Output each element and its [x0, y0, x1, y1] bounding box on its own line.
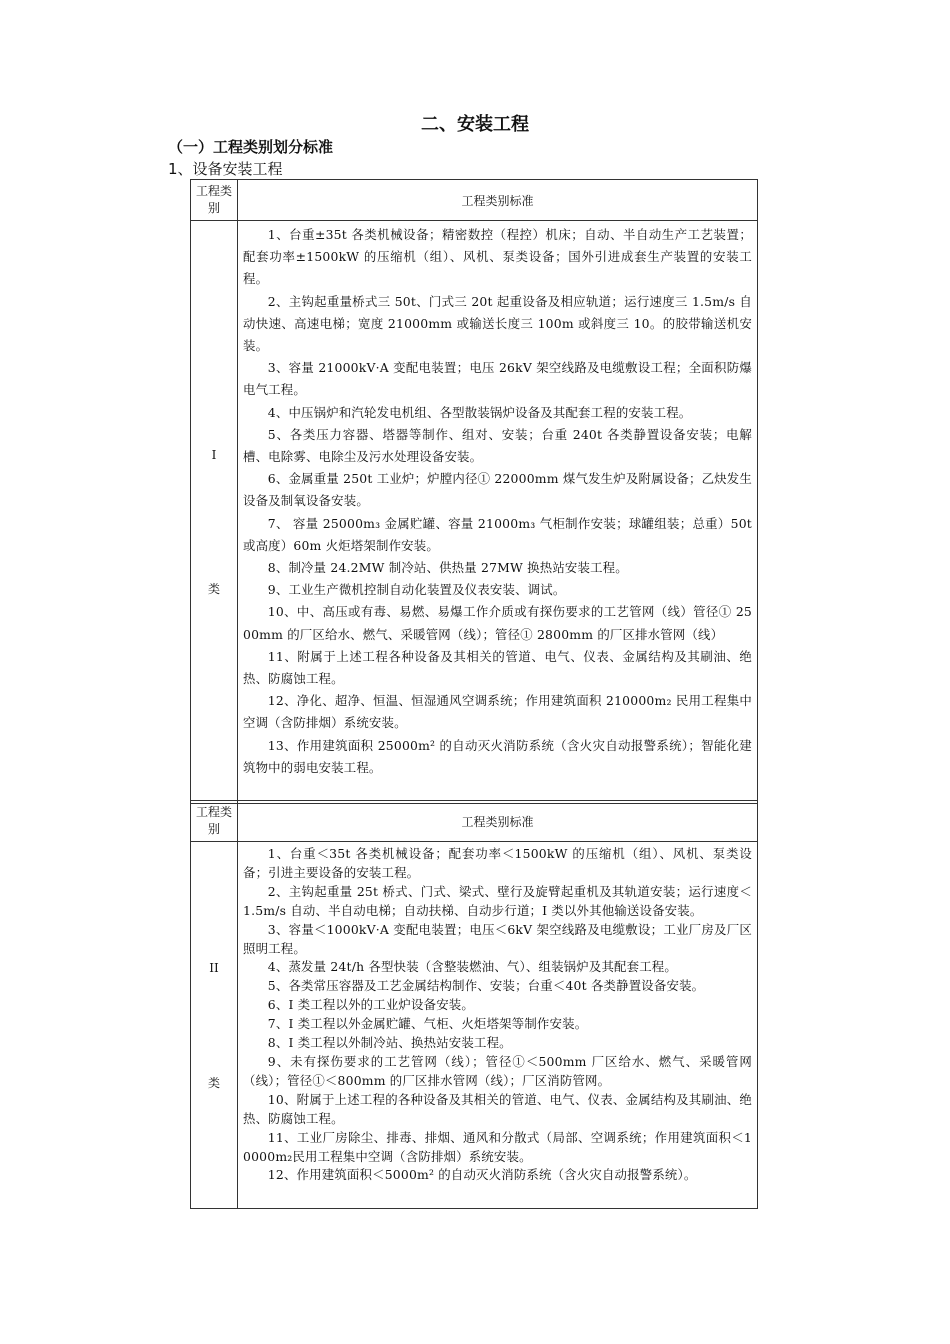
subsection-title: 1、设备安装工程 — [168, 160, 283, 178]
standard-item: 13、作用建筑面积 25000m² 的自动灭火消防系统（含火灾自动报警系统）；智能化建筑物中的弱电安装工程。 — [243, 737, 752, 775]
class-2-category-suffix: 类 — [207, 1076, 220, 1090]
standard-item: 7、I 类工程以外金属贮罐、气柜、火炬塔架等制作安装。 — [267, 1016, 588, 1032]
class-1-standards-cell — [238, 221, 758, 804]
standard-item: 2、主钩起重量桥式三 50t、门式三 20t 起重设备及相应轨道；运行速度三 1.5m/s 自动快速、高速电梯；宽度 21000mm 或输送长度三 100m 或斜度三 10。的胶带输送机安装。 — [243, 293, 752, 354]
standard-item: 8、I 类工程以外制冷站、换热站安装工程。 — [267, 1035, 512, 1051]
class-2-category-char: II — [209, 961, 219, 975]
standard-item: 9、工业生产微机控制自动化装置及仪表安装、调试。 — [267, 582, 566, 598]
standard-item: 6、金属重量 250t 工业炉；炉膛内径① 22000mm 煤气发生炉及附属设备；乙炔发生设备及制氧设备安装。 — [243, 471, 752, 509]
standard-item: 10、中、高压或有毒、易燃、易爆工作介质或有探伤要求的工艺管网（线）管径① 2500mm 的厂区给水、燃气、采暖管网（线）；管径① 2800mm 的厂区排水管网（线） — [243, 604, 752, 642]
standard-item: 4、蒸发量 24t/h 各型快装（含整装燃油、气）、组装锅炉及其配套工程。 — [267, 959, 677, 975]
standard-header: 工程类别标准 — [238, 801, 758, 842]
standard-item: 11、附属于上述工程各种设备及其相关的管道、电气、仪表、金属结构及其刷油、绝热、防腐蚀工程。 — [243, 648, 752, 687]
class-1-row — [191, 221, 758, 804]
page-title: 二、安装工程 — [421, 114, 529, 135]
class-2-row — [191, 842, 758, 1209]
standard-item: 10、附属于上述工程的各种设备及其相关的管道、电气、仪表、金属结构及其刷油、绝热、防腐蚀工程。 — [243, 1091, 752, 1126]
table-header-row — [191, 801, 758, 842]
standard-item: 1、台重±35t 各类机械设备；精密数控（程控）机床；自动、半自动生产工艺装置；配套功率±1500kW 的压缩机（组）、风机、泵类设备；国外引进成套生产装置的安装工程。 — [243, 227, 752, 287]
standard-item: 5、各类压力容器、塔器等制作、组对、安装；台重 240t 各类静置设备安装；电解槽、电除雾、电除尘及污水处理设备安装。 — [243, 426, 752, 465]
standard-item: 12、净化、超净、恒温、恒湿通风空调系统；作用建筑面积 210000m₂ 民用工程集中空调（含防排烟）系统安装。 — [243, 693, 752, 731]
class-1-table — [190, 179, 758, 804]
section-title: （一）工程类别划分标准 — [168, 138, 334, 156]
class-1-category-char: I — [211, 448, 217, 462]
class-1-standards-list — [238, 221, 757, 803]
class-2-standards-cell — [238, 842, 758, 1209]
standard-item: 11、工业厂房除尘、排毒、排烟、通风和分散式（局部、空调系统；作用建筑面积＜10000m₂民用工程集中空调（含防排烟）系统安装。 — [243, 1129, 752, 1164]
class-1-category-cell — [191, 221, 238, 804]
standard-item: 6、I 类工程以外的工业炉设备安装。 — [267, 997, 474, 1013]
standard-item: 9、未有探伤要求的工艺管网（线）；管径①＜500mm 厂区给水、燃气、采暖管网（线）；管径①＜800mm 的厂区排水管网（线）；厂区消防管网。 — [243, 1053, 752, 1088]
standard-item: 12、作用建筑面积＜5000m² 的自动灭火消防系统（含火灾自动报警系统）。 — [267, 1167, 697, 1183]
class-2-category-cell — [191, 842, 238, 1209]
standard-item: 2、主钩起重量 25t 桥式、门式、梁式、壁行及旋臂起重机及其轨道安装；运行速度＜1.5m/s 自动、半自动电梯；自动扶梯、自动步行道；I 类以外其他输送设备安装。 — [243, 883, 752, 918]
class-2-table — [190, 800, 758, 1209]
standard-item: 7、 容量 25000m₃ 金属贮罐、容量 21000m₃ 气柜制作安装；球罐组装；总重）50t 或高度）60m 火炬塔架制作安装。 — [243, 515, 752, 553]
class-1-category-suffix: 类 — [207, 582, 220, 596]
standard-header: 工程类别标准 — [238, 180, 758, 221]
standard-item: 3、容量＜1000kV·A 变配电装置；电压＜6kV 架空线路及电缆敷设；工业厂房及厂区照明工程。 — [243, 921, 752, 956]
standard-item: 8、制冷量 24.2MW 制冷站、供热量 27MW 换热站安装工程。 — [267, 560, 628, 576]
class-2-standards-list — [238, 842, 757, 1208]
standard-item: 1、台重＜35t 各类机械设备；配套功率＜1500kW 的压缩机（组）、风机、泵类设备；引进主要设备的安装工程。 — [243, 846, 752, 880]
standard-item: 4、中压锅炉和汽轮发电机组、各型散装锅炉设备及其配套工程的安装工程。 — [267, 404, 692, 420]
standard-item: 5、各类常压容器及工艺金属结构制作、安装；台重＜40t 各类静置设备安装。 — [267, 978, 705, 994]
category-header: 工程类别 — [191, 801, 238, 842]
standard-item: 3、容量 21000kV·A 变配电装置；电压 26kV 架空线路及电缆敷设工程；全面积防爆电气工程。 — [243, 360, 752, 398]
category-header: 工程类别 — [191, 180, 238, 221]
table-header-row — [191, 180, 758, 221]
